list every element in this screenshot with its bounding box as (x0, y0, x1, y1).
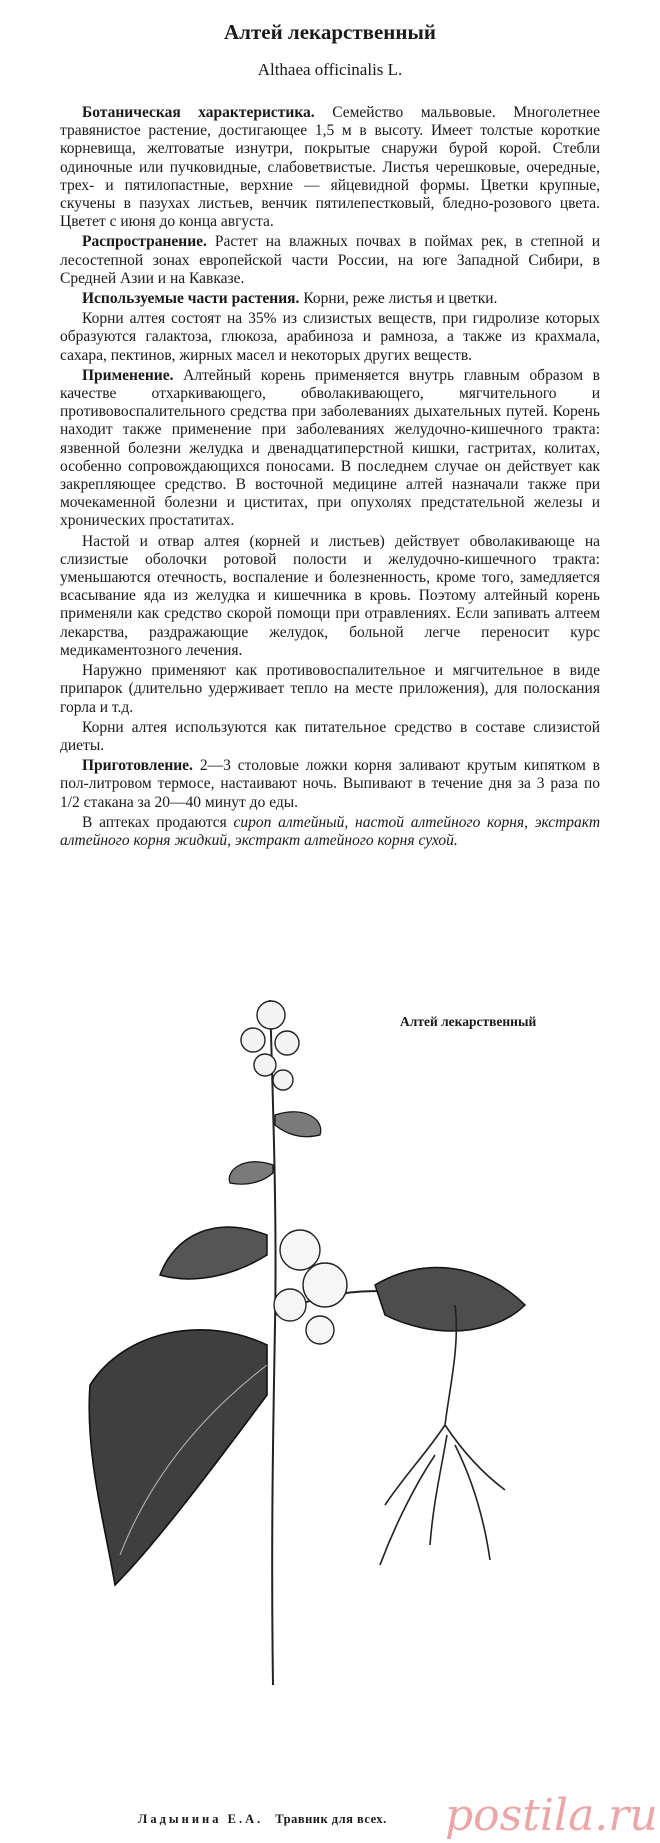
heading-preparation: Приготовление. (82, 757, 193, 775)
paragraph-diet: Корни алтея используются как питательное средство в составе слизистой диеты. (60, 718, 600, 754)
paragraph-parts (60, 290, 600, 308)
paragraph-pharmacy (60, 814, 600, 850)
article-body (60, 104, 600, 852)
leaf-right (375, 1268, 525, 1331)
flower-cluster-middle (274, 1230, 347, 1344)
paragraph-use (60, 367, 600, 531)
text-botany: Семейство мальвовые. Многолетнее травянистое растение, достигающее 1,5 м в высоту. Имеет толстые короткие корневища, желтоватые изнутри, покрытые снаружи бурой корой. Стебли одиночные или пучковидные, слабоветвистые. Листья черешковые, очередные, трех- и пятилопастные, верхние — яйцевидной формы. Цветки крупные, скучены в пазухах листьев, венчик пятилепестковый, бледно-розового цвета. Цветет с июня до конца августа. (60, 104, 601, 231)
paragraph-preparation (60, 757, 600, 812)
flower-cluster-top (241, 1001, 299, 1090)
heading-parts: Используемые части растения. (82, 290, 300, 308)
paragraph-infusion: Настой и отвар алтея (корней и листьев) действует обволакивающе на слизистые оболочки ротовой полости и желудочно-кишечного тракта: уменьшаются отечность, воспаление и болезненность, кроме того, замедляется всасывание яда из желудка и кишечника в кровь. Поэтому алтейный корень применяли как средство скорой помощи при отравлениях. Если запивать алтеем лекарства, раздражающие желудок, больной легче переносит курс медикаментозного лечения. (60, 532, 600, 659)
footer-book: Травник для всех. (275, 1812, 387, 1826)
page-title: Алтей лекарственный (224, 20, 436, 44)
text-use: Алтейный корень применяется внутрь главным образом в качестве отхаркивающего, обволакивающего, мягчительного и противовоспалительного средства при заболеваниях дыхательных путей. Корень находит также применение при заболеваниях желудочно-кишечного тракта: язвенной болезни желудка и двенадцатиперстной кишки, гастритах, колитах, особенно сопровождающихся поносами. В последнем случае он действует как закрепляющее средство. В восточной медицине алтей назначали также при мочекаменной болезни и циститах, при опухолях предстательной железы и хронических простатитах. (60, 366, 601, 530)
text-pharmacy-lead: В аптеках продаются (82, 813, 227, 831)
heading-use: Применение. (82, 366, 174, 384)
heading-distribution: Распространение. (82, 233, 207, 251)
paragraph-external: Наружно применяют как противовоспалительное и мягчительное в виде припарок (длительно удерживает тепло на месте приложения), для полоскания горла и т.д. (60, 662, 600, 716)
paragraph-composition: Корни алтея состоят на 35% из слизистых веществ, при гидролизе которых образуются галактоза, глюкоза, арабиноза и рамноза, а также из крахмала, сахара, пектинов, жирных масел и некоторых других веществ. (60, 310, 600, 364)
leaf-left-upper (160, 1227, 267, 1279)
text-pharmacy-items: сироп алтейный, настой алтейного корня, экстракт алтейного корня жидкий, экстракт алтейного корня сухой. (60, 813, 601, 849)
heading-botany: Ботаническая характеристика. (82, 104, 315, 121)
plant-stem (270, 1000, 276, 1685)
footer-author: Ладынина Е.А. (138, 1812, 264, 1826)
site-watermark: postila.ru (445, 1790, 658, 1841)
figure-caption: Алтей лекарственный (400, 1014, 537, 1029)
text-parts: Корни, реже листья и цветки. (303, 290, 498, 308)
text-preparation: 2—3 столовые ложки корня заливают крутым кипятком в пол-литровом термосе, настаивают ночь. Выпивают в течение дня за 3 раза по 1/2 стакана за 20—40 минут до еды. (60, 757, 600, 811)
marshmallow-plant-illustration (35, 985, 595, 1725)
footer-credit (138, 1812, 387, 1827)
leaf-left-lower (89, 1330, 267, 1585)
latin-name: Althaea officinalis L. (257, 60, 403, 79)
plant-roots (380, 1305, 505, 1565)
text-distribution: Растет на влажных почвах в поймах рек, в степной и лесостепной зонах европейской части России, на юге Западной Сибири, в Средней Азии и на Кавказе. (60, 233, 601, 287)
paragraph-botany (60, 104, 600, 231)
paragraph-distribution (60, 233, 600, 288)
